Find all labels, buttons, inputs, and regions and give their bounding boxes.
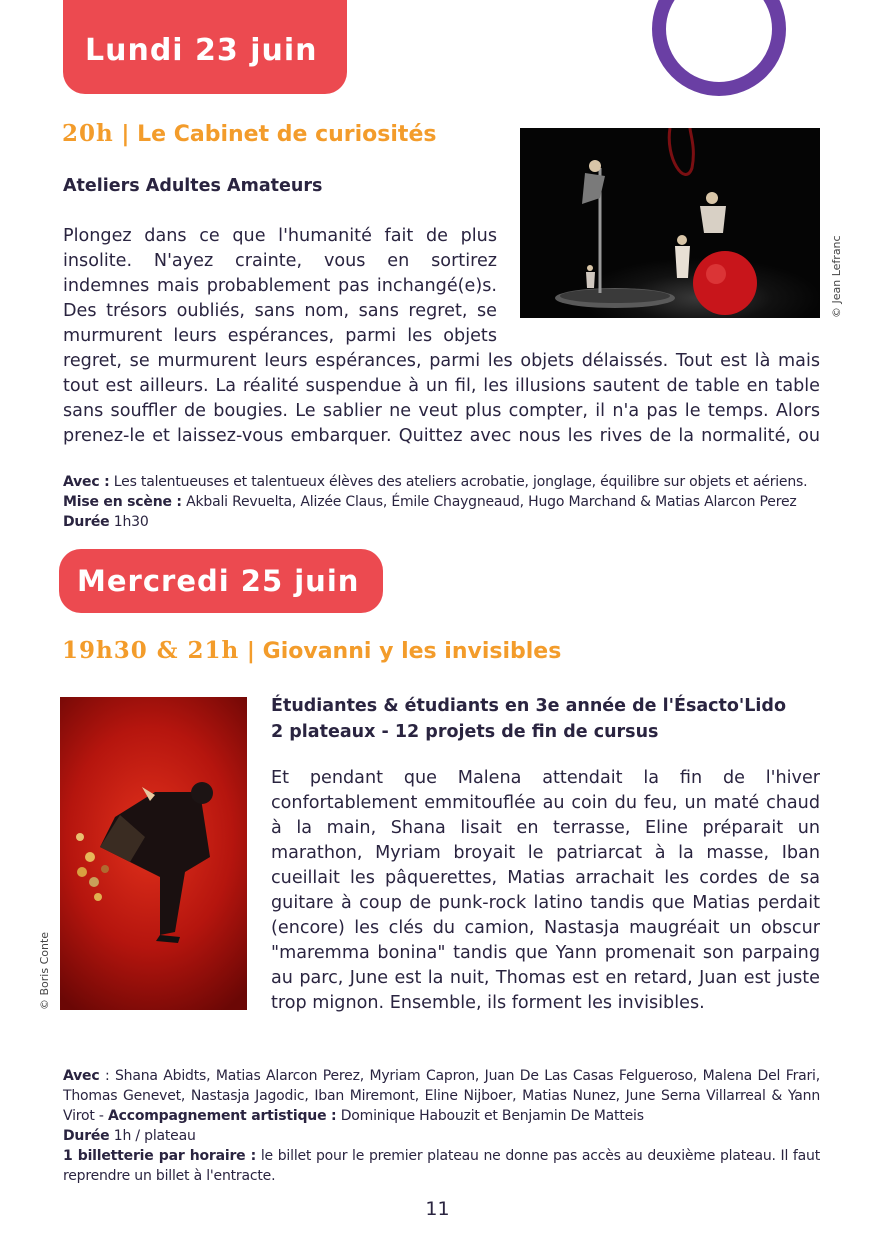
duree-label: Durée [63,1128,110,1144]
accomp-text: Dominique Habouzit et Benjamin De Matteis [336,1108,644,1124]
show-title-1 [62,120,436,147]
photo-credit-2: © Boris Conte [38,931,51,1010]
credits-avec [63,472,820,492]
show-title-2 [62,637,561,664]
show-photo-cabinet [520,128,820,318]
show-credits-1 [63,472,820,532]
credits-duree [63,1126,820,1146]
avec-label: Avec [63,1068,100,1084]
description-text: Plongez dans ce que l'humanité fait de plus insolite. N'ayez crainte, vous en sortirez indemnes mais probablement pas inchangé(e)s. Des trésors oubliés, sans nom, sans regret, se murmurent leurs espérances, parmi les objets [63,226,497,346]
show-subhead [271,693,786,745]
title-separator: | [246,639,255,664]
duree-text: 1h30 [113,514,149,530]
show-description-part1 [63,224,497,346]
duree-label: Durée [63,514,110,530]
show-subhead: Ateliers Adultes Amateurs [63,176,323,196]
credits-billetterie [63,1146,820,1186]
description-text: Et pendant que Malena attendait la fin de l'hiver confortablement emmitouflée au coin du feu, un maté chaud à la main, Shana lisait en terrasse, Eline préparait un marathon, Myriam broyait le patriarcat à la masse, Iban cueillait les pâquerettes, Matias arrachait les cordes de sa guitare à coup de punk-rock latino tandis que Matias perdait (encore) les clés du camion, Nastasja maugréait un obscur "maremma bonina" tandis que Yann promenait son parpaing au parc, June est la nuit, Thomas est en retard, Juan est juste trop mignon. Ensemble, ils forment les invisibles. [271,768,820,1013]
avec-label: Avec : [63,474,110,490]
show-name: Giovanni y les invisibles [262,639,562,664]
accomp-label: Accompagnement artistique : [108,1108,337,1124]
subhead-line-1: Étudiantes & étudiants en 3e année de l'Ésacto'Lido [271,696,786,716]
avec-text: Les talentueuses et talentueux élèves des ateliers acrobatie, jonglage, équilibre sur objets et aériens. [113,474,808,490]
date-banner-wednesday [59,549,383,613]
credits-avec-accompagnement [63,1066,820,1126]
date-label: Mercredi 25 juin [77,564,360,598]
date-banner-monday [63,0,347,94]
show-description-2 [271,766,820,1016]
show-name: Le Cabinet de curiosités [137,122,437,147]
duree-text: 1h / plateau [109,1128,196,1144]
page-number: 11 [425,1198,450,1220]
billet-text: le billet pour le premier plateau ne donne pas accès au deuxième plateau. Il faut reprendre un billet à l'entracte. [63,1148,821,1184]
decorative-ring [652,0,786,96]
description-text-continued: regret, se murmurent leurs espérances, parmi les objets délaissés. Tout est là mais tout est ailleurs. La réalité suspendue à un fil, les illusions sautent de table en table sans souffler de bougies. Le sablier ne veut plus compter, il n'a pas le temps. Alors prenez-le et laissez-vous embarquer. Quittez avec nous les rives de la normalité, ou [63,351,820,446]
show-credits-2 [63,1066,820,1186]
subhead-line-2: 2 plateaux - 12 projets de fin de cursus [271,722,659,742]
show-time: 19h30 & 21h [62,637,240,664]
photo-credit-1: © Jean Lefranc [830,235,843,318]
credits-duree [63,512,820,532]
avec-text: : Shana Abidts, Matias Alarcon Perez, Myriam Capron, Juan De Las Casas Felgueroso, Malena Del Frari, Thomas Genevet, Nastasja Jagodic, Iban Miremont, Eline Nijboer, Matias Nunez, June Serna Villarreal & Yann Virot - [63,1068,820,1124]
title-separator: | [121,122,130,147]
show-photo-giovanni [60,697,247,1010]
show-description-part2 [63,349,820,449]
date-label: Lundi 23 juin [85,32,318,68]
mise-label: Mise en scène : [63,494,182,510]
show-time: 20h [62,120,114,147]
credits-mise-en-scene [63,492,820,512]
mise-text: Akbali Revuelta, Alizée Claus, Émile Chaygneaud, Hugo Marchand & Matias Alarcon Perez [186,494,797,510]
billet-label: 1 billetterie par horaire : [63,1148,257,1164]
